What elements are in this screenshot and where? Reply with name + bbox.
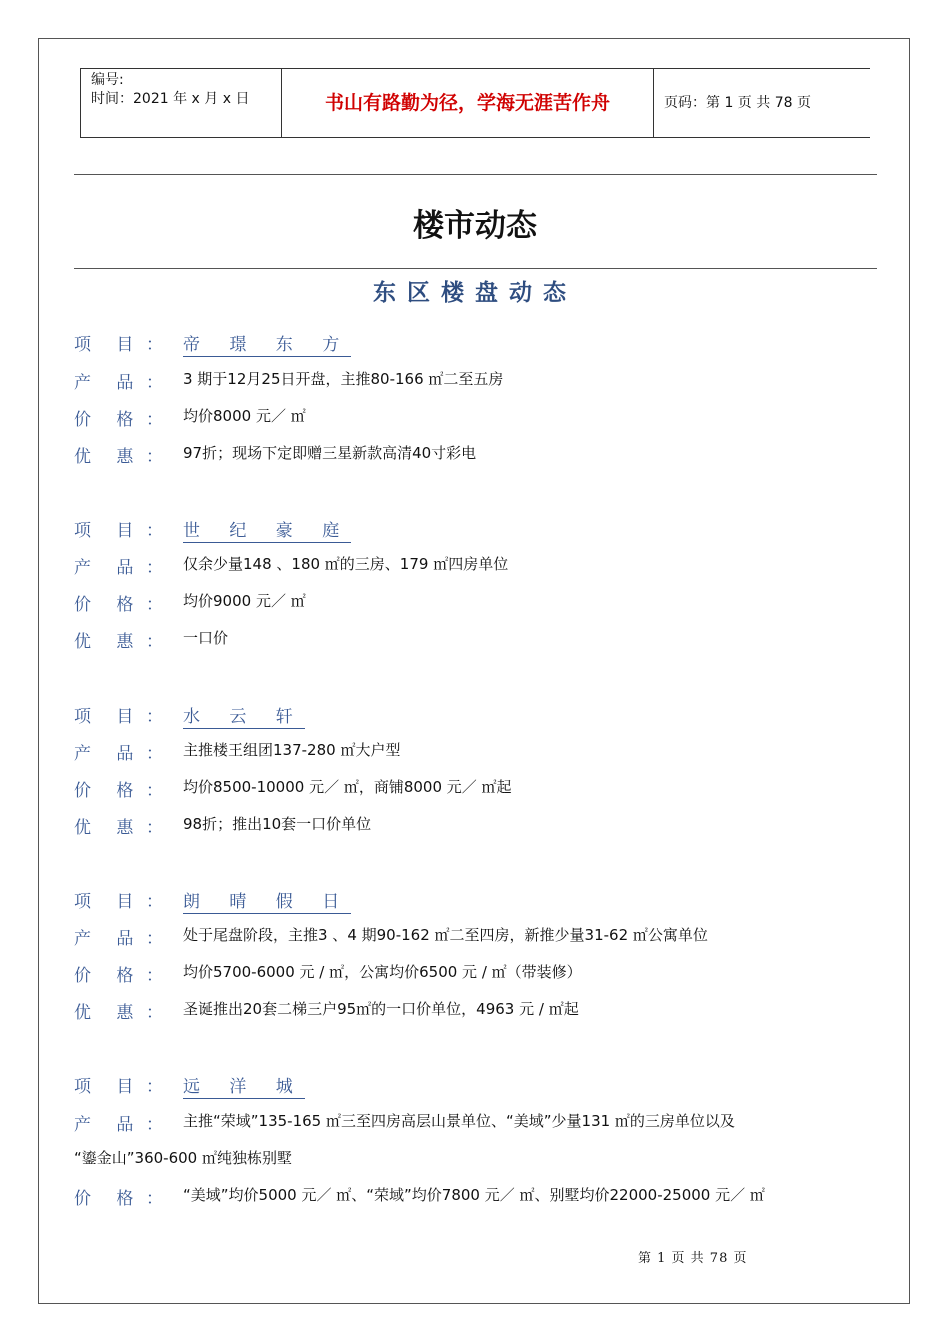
colon: ： [146,707,163,727]
price-label: 价 格 [74,595,144,615]
header-meta-cell [80,69,282,137]
colon: ： [146,521,163,541]
colon: ： [146,632,163,652]
project-label: 项 目 [74,892,144,912]
colon: ： [146,410,163,430]
price-value: “美域”均价5000 元／ ㎡、“荣域”均价7800 元／ ㎡、别墅均价22000-25000 元／ ㎡ [183,1186,765,1204]
time-label: 时间：2021 年 x 月 x 日 [91,91,250,107]
colon: ： [146,744,163,764]
colon: ： [146,818,163,838]
product-value: 处于尾盘阶段，主推3 、4 期90-162 ㎡二至四房，新推少量31-62 ㎡公寓单位 [183,926,708,944]
product-label: 产 品 [74,558,144,578]
title-bottom-rule [74,268,877,269]
project-label: 项 目 [74,335,144,355]
discount-label: 优 惠 [74,818,144,838]
product-label: 产 品 [74,1115,144,1135]
header-table [80,68,870,138]
price-value: 均价8500-10000 元／ ㎡，商铺8000 元／ ㎡起 [183,778,512,796]
project-label: 项 目 [74,521,144,541]
colon: ： [146,966,163,986]
number-label: 编号: [91,72,124,88]
product-value-continued: “鎏金山”360-600 ㎡纯独栋别墅 [74,1149,292,1167]
price-value: 均价8000 元／ ㎡ [183,407,306,425]
page-code: 页码：第 1 页 共 78 页 [664,95,811,111]
product-label: 产 品 [74,929,144,949]
discount-label: 优 惠 [74,447,144,467]
colon: ： [146,892,163,912]
colon: ： [146,595,163,615]
project-name: 世 纪 豪 庭 [183,516,351,543]
colon: ： [146,1077,163,1097]
product-value: 3 期于12月25日开盘，主推80-166 ㎡二至五房 [183,370,504,388]
colon: ： [146,1189,163,1209]
title-top-rule [74,174,877,175]
product-value: 主推楼王组团137-280 ㎡大户型 [183,741,401,759]
colon: ： [146,558,163,578]
project-name: 朗 晴 假 日 [183,887,351,914]
discount-label: 优 惠 [74,1003,144,1023]
colon: ： [146,335,163,355]
colon: ： [146,447,163,467]
section-subtitle: 东区楼盘动态 [373,280,577,306]
price-label: 价 格 [74,966,144,986]
project-name: 帝 璟 东 方 [183,330,351,357]
product-value: 仅余少量148 、180 ㎡的三房、179 ㎡四房单位 [183,555,509,573]
page-title: 楼市动态 [413,208,537,244]
colon: ： [146,1115,163,1135]
page-footer: 第 1 页 共 78 页 [638,1251,748,1266]
project-name: 水 云 轩 [183,702,305,729]
project-name: 远 洋 城 [183,1072,305,1099]
discount-label: 优 惠 [74,632,144,652]
discount-value: 圣诞推出20套二梯三户95㎡的一口价单位，4963 元 / ㎡起 [183,1000,579,1018]
price-label: 价 格 [74,410,144,430]
product-label: 产 品 [74,373,144,393]
project-label: 项 目 [74,1077,144,1097]
product-label: 产 品 [74,744,144,764]
motto: 书山有路勤为径，学海无涯苦作舟 [282,69,654,137]
price-value: 均价9000 元／ ㎡ [183,592,306,610]
price-label: 价 格 [74,781,144,801]
colon: ： [146,373,163,393]
price-label: 价 格 [74,1189,144,1209]
discount-value: 一口价 [183,629,229,647]
colon: ： [146,781,163,801]
colon: ： [146,1003,163,1023]
discount-value: 97折；现场下定即赠三星新款高清40寸彩电 [183,444,477,462]
price-value: 均价5700-6000 元 / ㎡，公寓均价6500 元 / ㎡（带装修） [183,963,582,981]
project-label: 项 目 [74,707,144,727]
discount-value: 98折；推出10套一口价单位 [183,815,372,833]
product-value: 主推“荣域”135-165 ㎡三至四房高层山景单位、“美域”少量131 ㎡的三房单位以及 [183,1112,735,1130]
colon: ： [146,929,163,949]
